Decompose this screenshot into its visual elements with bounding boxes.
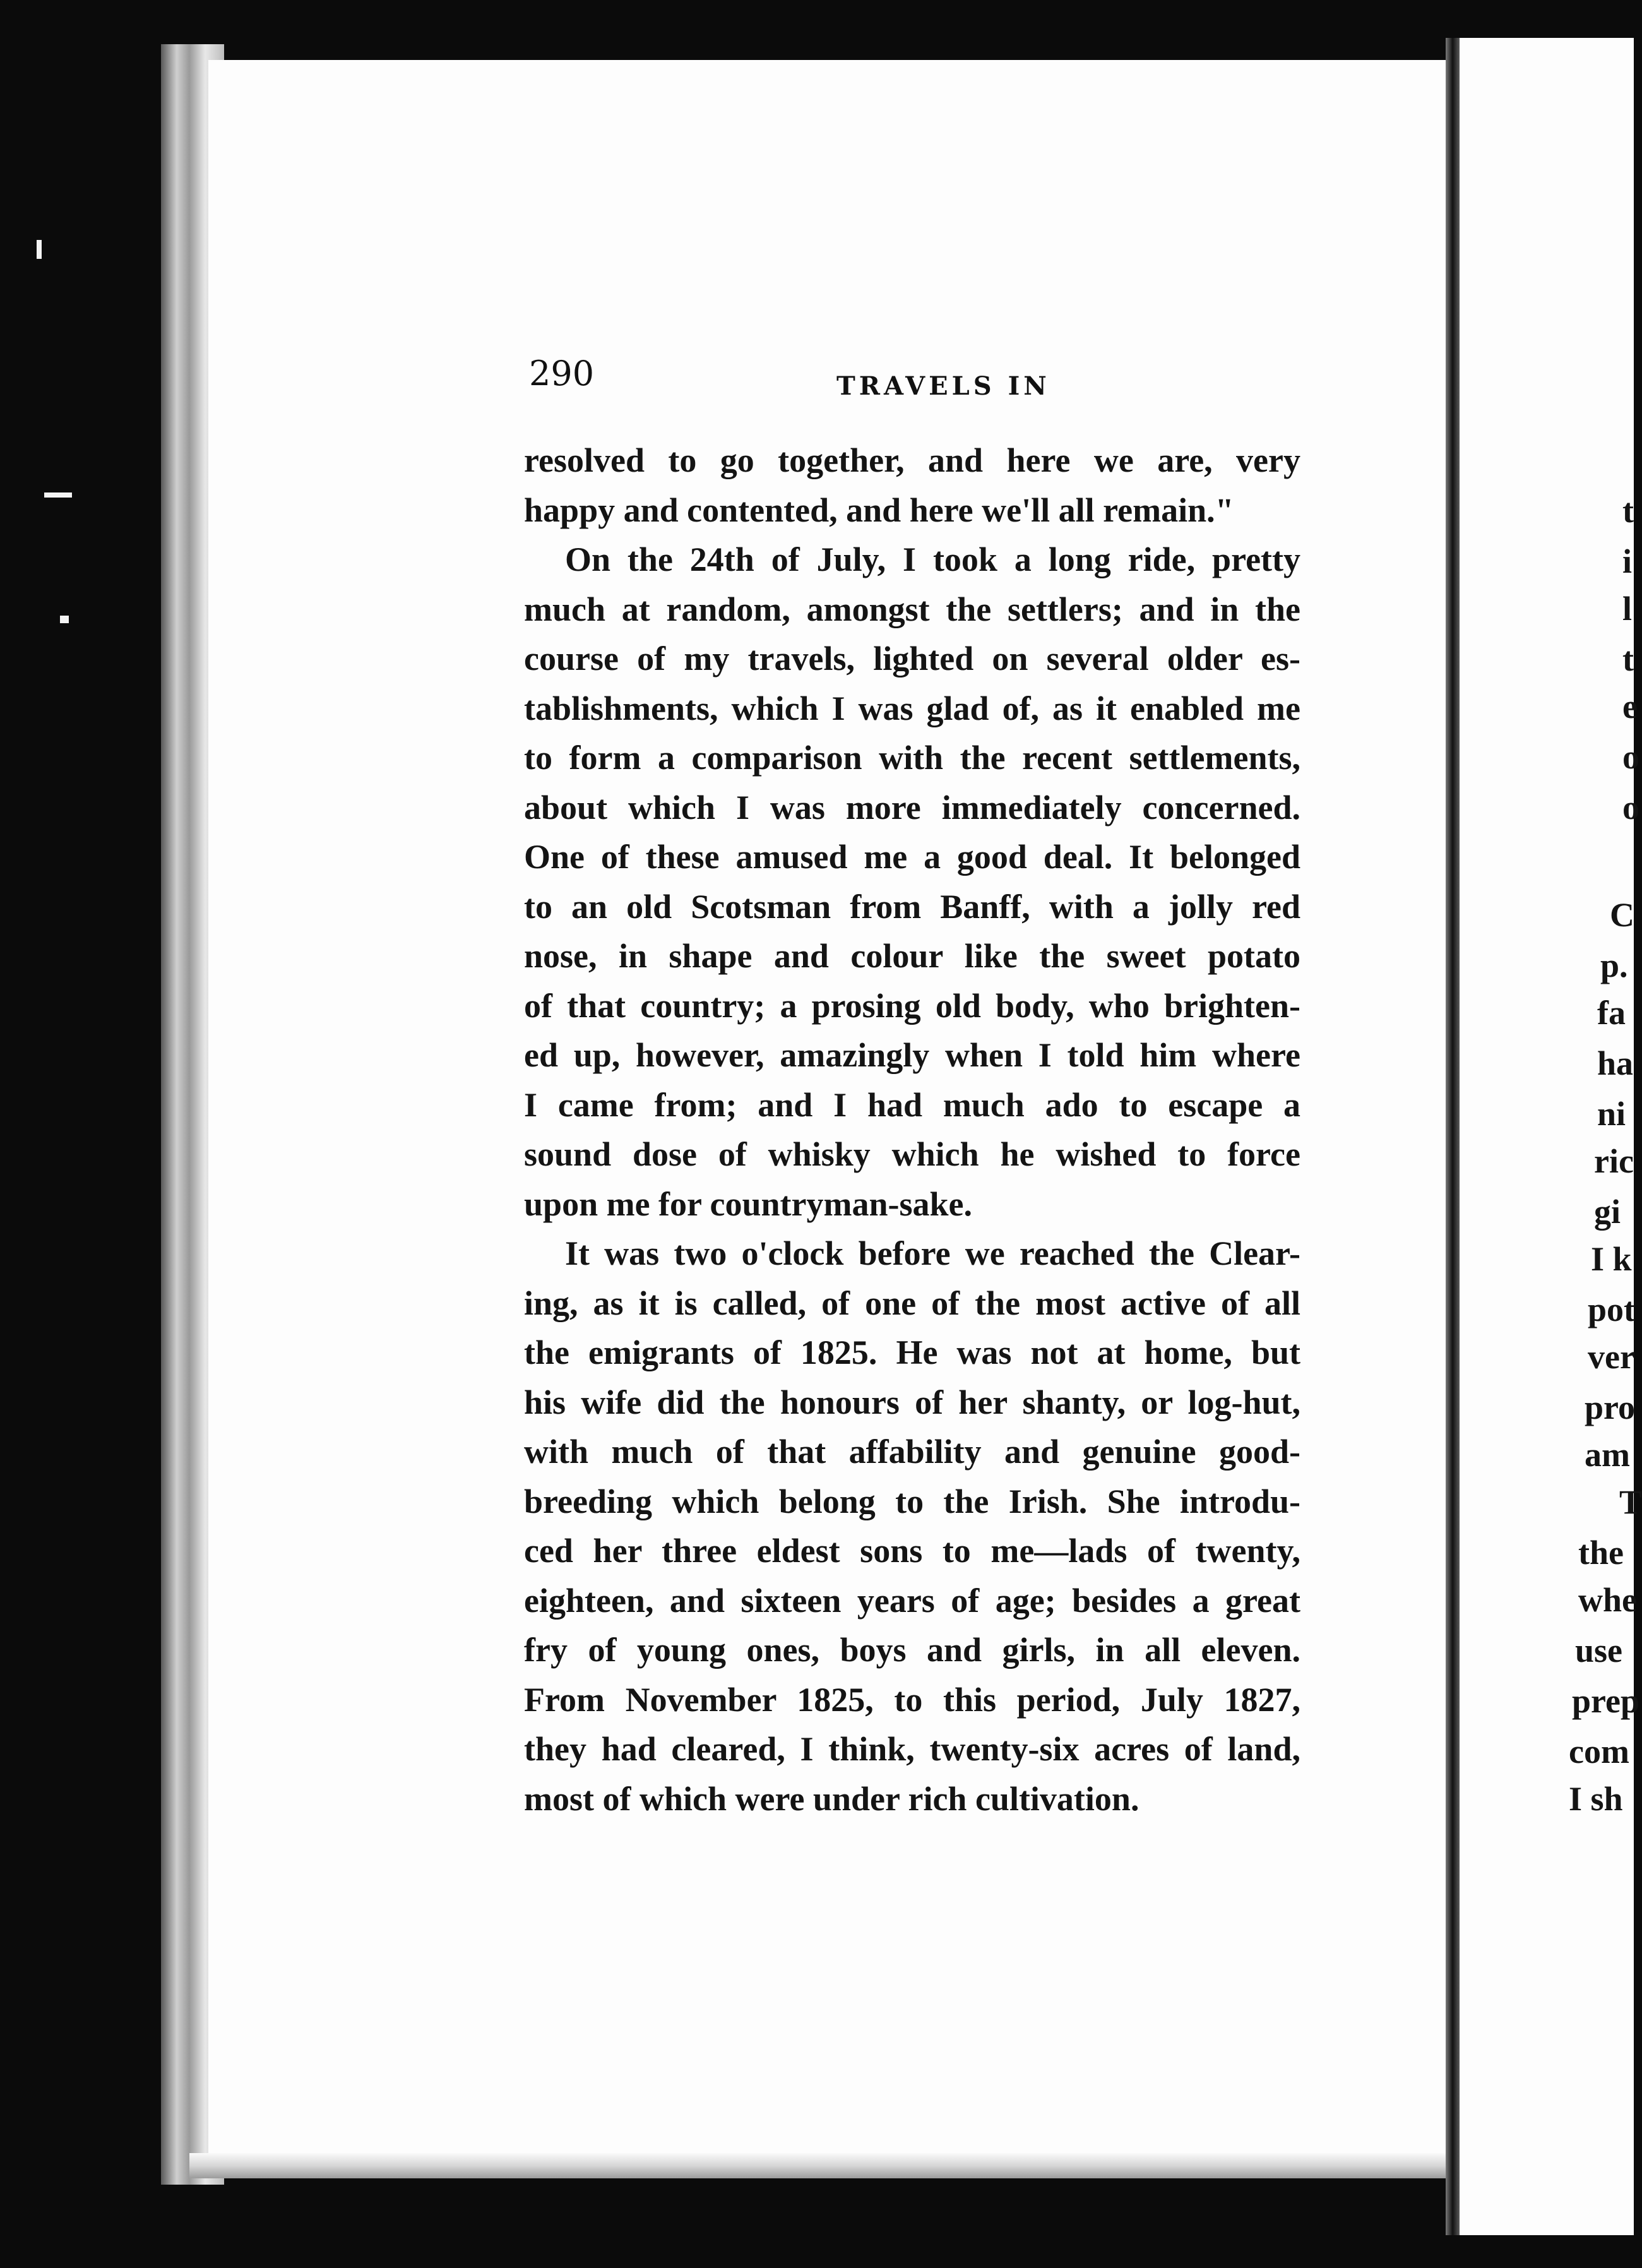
facing-page-fragment: l [1622,590,1633,628]
book-gutter [1446,38,1460,2235]
page-number: 290 [529,354,595,393]
binding-mark [60,616,69,623]
facing-page-fragment: use [1575,1632,1623,1669]
text-line: to form a comparison with the recent settlements, [524,739,1300,777]
text-line: the emigrants of 1825. He was not at home, but [524,1334,1300,1371]
text-line: of that country; a prosing old body, who brighten- [524,986,1300,1025]
text-line: ing, as it is called, of one of the most active of all [524,1284,1300,1322]
text-line: nose, in shape and colour like the sweet potato [524,937,1300,975]
text-line: It was two o'clock before we reached the Clear- [565,1234,1300,1272]
facing-page-fragment: ni [1597,1095,1626,1133]
facing-page-fragment: ha [1597,1044,1634,1082]
facing-page-fragment: am [1585,1436,1630,1474]
text-line: fry of young ones, boys and girls, in all eleven. [524,1631,1300,1669]
text-line: tablishments, which I was glad of, as it enabled me [524,689,1300,727]
facing-page-fragment: fa [1597,994,1626,1032]
facing-page-fragment: prep [1572,1682,1640,1720]
facing-page-fragment: i [1622,542,1633,580]
facing-page-fragment: whe [1578,1581,1637,1619]
text-line: much at random, amongst the settlers; and in the [524,590,1300,628]
facing-page-fragment: ric [1594,1142,1634,1180]
facing-page-fragment: C [1610,896,1634,934]
binding-mark [44,492,72,498]
text-line: his wife did the honours of her shanty, or log-hut, [524,1383,1300,1421]
facing-page-fragment: pot [1588,1291,1636,1328]
facing-page-fragment: I k [1591,1240,1632,1278]
text-line: sound dose of whisky which he wished to force [524,1135,1300,1173]
text-line: ced her three eldest sons to me—lads of twenty, [524,1532,1300,1570]
text-line: On the 24th of July, I took a long ride, pretty [565,540,1300,578]
text-line: they had cleared, I think, twenty-six acres of land, [524,1730,1300,1768]
binding-mark [37,240,42,259]
facing-page-fragment: I sh [1569,1780,1623,1818]
running-head: TRAVELS IN [836,371,1050,401]
text-line: upon me for countryman-sake. [524,1185,973,1223]
facing-page-fragment: T [1619,1483,1642,1521]
facing-page-fragment: ver [1588,1338,1635,1376]
facing-page-fragment: the [1578,1534,1624,1572]
text-line: eighteen, and sixteen years of age; besides a great [524,1581,1300,1620]
facing-page-fragment: o [1622,789,1639,827]
text-line: about which I was more immediately concerned. [524,788,1300,827]
text-line: breeding which belong to the Irish. She introdu- [524,1482,1300,1520]
facing-page-fragment: e [1622,688,1638,725]
text-line: ed up, however, amazingly when I told him where [524,1036,1300,1074]
text-line: resolved to go together, and here we are, very [524,441,1300,479]
text-line: with much of that affability and genuine good- [524,1433,1300,1471]
body-text [524,436,1300,1823]
facing-page-fragment: t [1622,492,1634,530]
text-line: One of these amused me a good deal. It belonged [524,838,1300,876]
text-line: From November 1825, to this period, July 1827, [524,1680,1300,1719]
page-edge-bottom [189,2153,1452,2178]
facing-page-fragment: pro [1585,1388,1636,1426]
text-line: I came from; and I had much ado to escape a [524,1085,1300,1124]
text-line: to an old Scotsman from Banff, with a jolly red [524,887,1300,926]
facing-page-fragment: o [1622,738,1639,776]
facing-page-fragment: gi [1594,1193,1621,1231]
text-line: most of which were under rich cultivation. [524,1779,1139,1818]
facing-page-fragment: com [1569,1733,1629,1770]
facing-page-fragment: p. [1600,946,1628,984]
text-line: happy and contented, and here we'll all remain." [524,491,1234,529]
text-line: course of my travels, lighted on several older es- [524,640,1300,677]
facing-page-fragment: t [1622,640,1634,678]
